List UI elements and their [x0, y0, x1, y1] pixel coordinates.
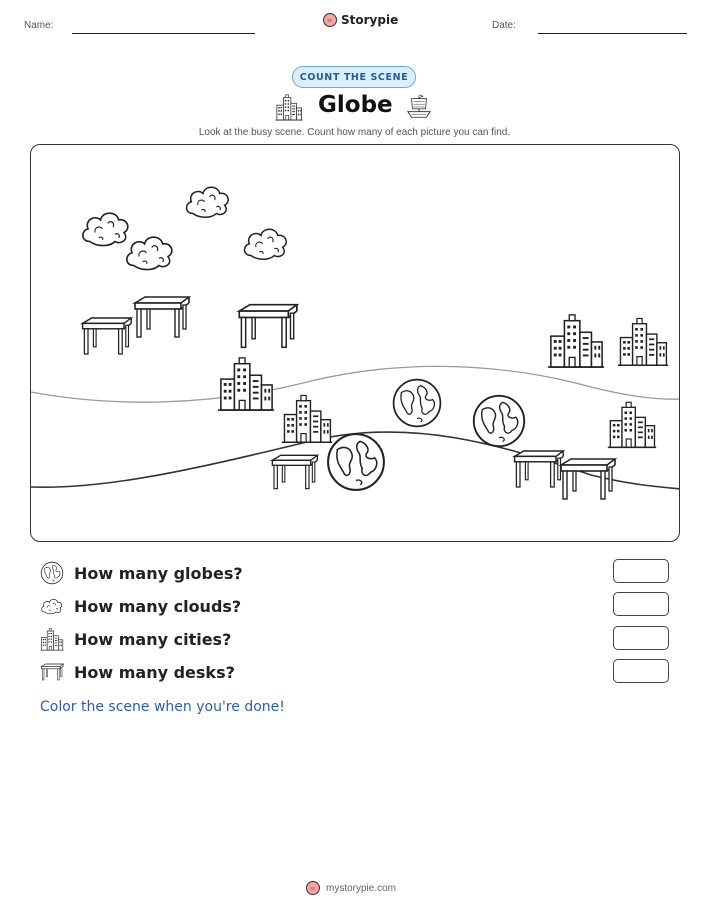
- answer-box-desks[interactable]: [613, 659, 669, 683]
- desk-icon: [135, 297, 189, 337]
- date-label: Date:: [492, 20, 516, 31]
- question-clouds: [40, 594, 241, 618]
- brand-name: Storypie: [341, 13, 399, 27]
- footer: [306, 881, 396, 895]
- globe-icon: [394, 380, 441, 427]
- desk-icon: [40, 660, 64, 684]
- globe-icon: [474, 396, 524, 446]
- question-text: How many globes?: [74, 563, 243, 583]
- pig-logo-icon: [323, 13, 337, 27]
- cloud-icon: [83, 213, 128, 245]
- pig-logo-icon: [306, 881, 320, 895]
- city-icon: [40, 627, 64, 651]
- cloud-icon: [127, 237, 172, 269]
- count-the-scene-badge: COUNT THE SCENE: [292, 66, 416, 88]
- question-desks: [40, 660, 235, 684]
- date-line[interactable]: [538, 33, 687, 34]
- name-line[interactable]: [72, 33, 255, 34]
- city-icon: [618, 318, 668, 365]
- answer-box-clouds[interactable]: [613, 592, 669, 616]
- question-text: How many clouds?: [74, 596, 242, 616]
- globe-icon: [328, 434, 384, 490]
- desk-icon: [239, 305, 297, 348]
- city-icon: [218, 358, 274, 410]
- answer-box-globes[interactable]: [613, 559, 669, 583]
- city-icon: [548, 315, 604, 367]
- city-icon: [282, 395, 332, 442]
- instructions: Look at the busy scene. Count how many of each picture you can find.: [198, 127, 511, 138]
- city-icon: [275, 93, 303, 121]
- footer-url: mystorypie.com: [326, 882, 397, 894]
- cloud-icon: [40, 594, 64, 618]
- answer-box-cities[interactable]: [613, 626, 669, 650]
- cloud-icon: [187, 187, 229, 217]
- brand-logo: [323, 13, 398, 27]
- question-cities: [40, 627, 231, 651]
- city-icon: [608, 402, 656, 447]
- scene-drawing: [31, 145, 680, 542]
- question-globes: [40, 561, 243, 585]
- scene-panel: [30, 144, 680, 542]
- desk-icon: [515, 451, 564, 487]
- globe-icon: [40, 561, 64, 585]
- name-label: Name:: [24, 20, 54, 31]
- color-note: Color the scene when you're done!: [40, 699, 285, 715]
- cloud-icon: [245, 229, 287, 259]
- desk-icon: [272, 455, 317, 488]
- ship-icon: [405, 93, 433, 121]
- page-title: Globe: [318, 92, 393, 118]
- far-hill-line: [31, 366, 680, 402]
- question-text: How many desks?: [74, 662, 235, 682]
- desk-icon: [83, 318, 132, 354]
- question-text: How many cities?: [74, 629, 232, 649]
